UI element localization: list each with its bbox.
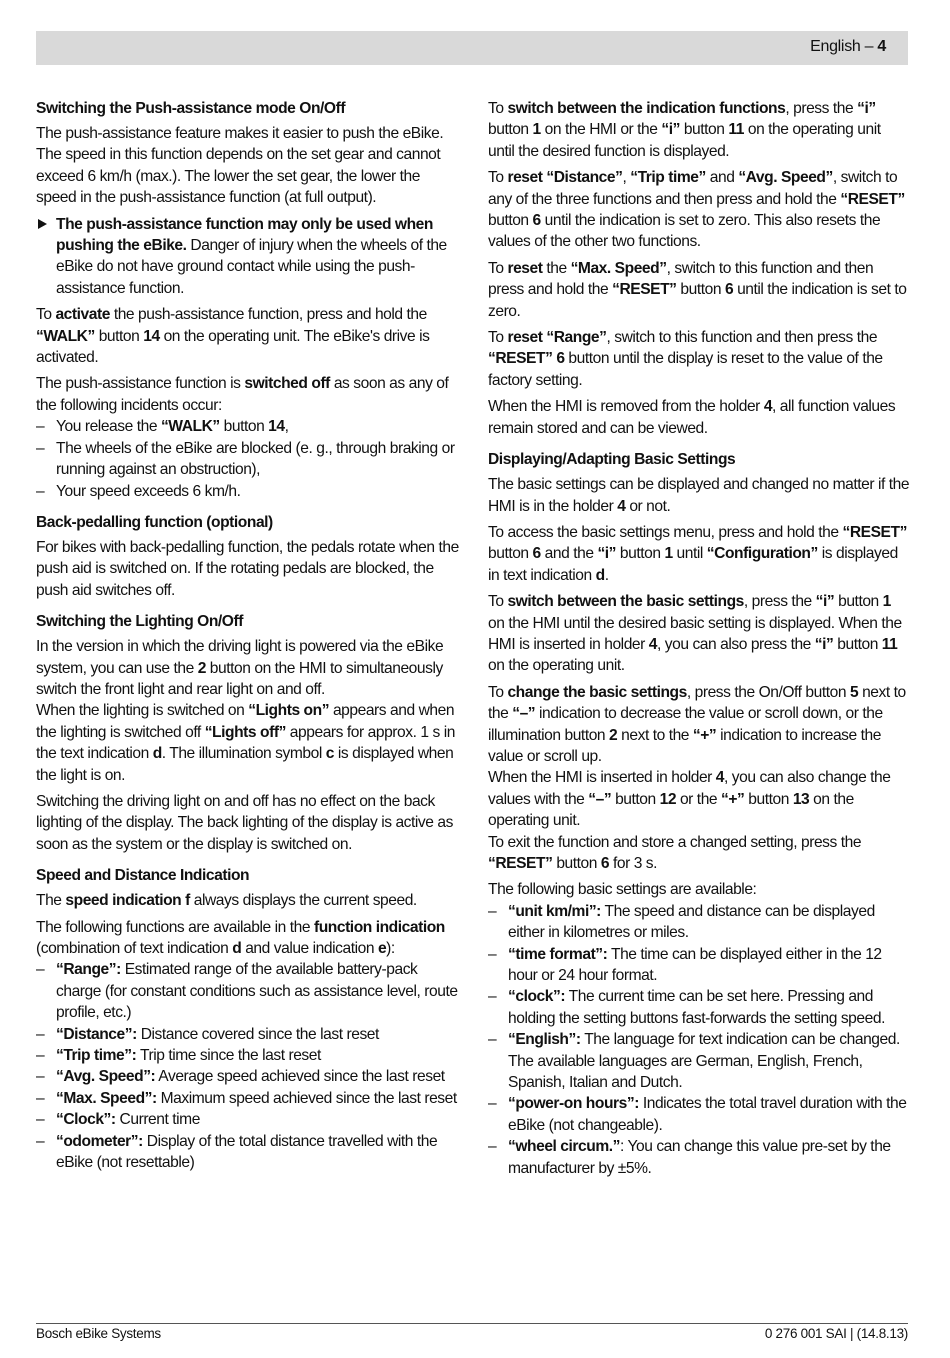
paragraph-functions (36, 917, 462, 960)
list-item (36, 438, 462, 481)
emphasis: e (377, 940, 387, 957)
settings-list (488, 901, 910, 1179)
paragraph-speed (36, 890, 462, 911)
page-number-label (810, 38, 886, 56)
emphasis: 11 (881, 635, 898, 653)
text: on the operating unit. (488, 657, 625, 675)
text: button (676, 281, 725, 299)
description: The current time can be set here. Pressing and holding the setting buttons fast-forwards the setting speed. (508, 988, 885, 1027)
text: appears and when the lighting is switched off (36, 702, 455, 741)
emphasis: “i” (597, 545, 617, 563)
term: “Range”: (56, 961, 121, 979)
text: is displayed when the light is on. (36, 745, 454, 784)
text: , switch to this function and then press the (606, 329, 878, 347)
term: “time format”: (508, 945, 608, 963)
paragraph-hmi-removed (488, 396, 910, 439)
list-item (36, 1045, 462, 1066)
text: To (488, 683, 508, 701)
emphasis: 14 (268, 418, 285, 436)
emphasis: “+” (692, 726, 717, 744)
page-header (36, 31, 908, 65)
emphasis: “–” (588, 790, 612, 808)
text: The push-assistance function is (36, 375, 245, 393)
dash-bullet: – (36, 482, 45, 500)
description: Trip time since the last reset (136, 1047, 321, 1065)
dash-bullet: – (36, 1132, 45, 1150)
dash-bullet: – (488, 1031, 497, 1049)
emphasis: “–” (512, 705, 536, 723)
emphasis: 14 (143, 327, 160, 345)
term: “Clock”: (56, 1111, 116, 1129)
text: To (488, 169, 508, 187)
text: is displayed in text indication (488, 545, 898, 584)
description: The time can be displayed either in the 12 hour or 24 hour format. (508, 945, 882, 985)
text: . (604, 566, 609, 584)
text: , all function values remain stored and can be viewed. (488, 398, 896, 437)
emphasis: “RESET” (488, 855, 553, 872)
paragraph-activate (36, 304, 462, 368)
emphasis: “RESET” (612, 281, 677, 299)
emphasis: “i” (815, 593, 835, 611)
list-item (36, 481, 462, 502)
text: button (552, 855, 601, 872)
paragraph-backlight: Switching the driving light on and off has no effect on the back lighting of the display. The back lighting of the display is active as soon as the system or the display is switched on. (36, 792, 453, 853)
text: When the lighting is switched on (36, 702, 249, 720)
text: (combination of text indication (36, 940, 233, 957)
emphasis: 12 (659, 790, 677, 808)
page-number: 4 (877, 38, 886, 55)
paragraph-lighting (36, 636, 462, 700)
emphasis: 13 (792, 790, 810, 808)
text: the push-assistance function, press and hold the (109, 306, 427, 324)
emphasis: “Avg. Speed” (738, 169, 833, 187)
text: or not. (625, 497, 671, 515)
text: To (36, 306, 56, 324)
emphasis: “i” (857, 100, 876, 117)
dash-bullet: – (36, 1047, 45, 1065)
text: and the (540, 545, 598, 563)
text: indication to decrease the value or scroll down, or the illumination button (488, 705, 883, 744)
paragraph-back-pedalling: For bikes with back-pedalling function, the pedals rotate when the push aid is switched on. If the rotating pedals are blocked, the push aid switches off. (36, 538, 459, 599)
text: button (833, 635, 882, 653)
dash-bullet: – (36, 1111, 45, 1129)
dash-bullet: – (488, 902, 497, 920)
text: for 3 s. (609, 855, 658, 872)
text: , press the (743, 593, 816, 611)
emphasis: 6 (532, 545, 541, 563)
text: and value indication (241, 940, 378, 957)
text: To (488, 259, 508, 277)
list-item (488, 1093, 910, 1136)
description: Average speed achieved since the last reset (155, 1068, 445, 1086)
term: “Avg. Speed”: (56, 1068, 156, 1086)
footer-publisher: Bosch eBike Systems (36, 1326, 161, 1341)
description: : You can change this value pre-set by the manufacturer by ±5%. (508, 1138, 891, 1177)
text: as soon as any of the following incidents occur: (36, 375, 449, 414)
text: the (542, 259, 571, 277)
list-item (488, 944, 910, 987)
text: , you can also change the values with the (488, 769, 891, 808)
text: and (705, 169, 739, 187)
dash-bullet: – (36, 961, 45, 979)
text: on the operating unit until the desired function is displayed. (488, 121, 881, 160)
warning-text: Danger of injury when the wheels of the eBike do not have ground contact while using the push-assistance function. (56, 237, 447, 297)
dash-bullet: – (488, 1095, 497, 1113)
paragraph-push-intro: The push-assistance feature makes it easier to push the eBike. The speed in this function depends on the set gear and cannot exceed 6 km/h (max.). The lower the set gear, the lower the speed in the push-assistance function (at full output). (36, 125, 444, 207)
paragraph-access-menu (488, 522, 910, 586)
list-item (36, 1066, 462, 1087)
emphasis: “RESET” (840, 190, 905, 208)
term: “Distance”: (56, 1025, 137, 1043)
text: To access the basic settings menu, press and hold the (488, 523, 843, 541)
heading-back-pedalling: Back-pedalling function (optional) (36, 513, 273, 531)
text: button (616, 545, 665, 563)
term: “Max. Speed”: (56, 1089, 157, 1107)
text: The basic settings can be displayed and changed no matter if the HMI is in the holder (488, 476, 910, 515)
text: The wheels of the eBike are blocked (e. g., through braking or running against an obstruction), (56, 439, 455, 479)
triangle-bullet-icon (38, 219, 47, 229)
dash-bullet: – (488, 945, 497, 963)
emphasis: reset (507, 259, 543, 277)
emphasis: d (152, 745, 162, 763)
emphasis: activate (55, 306, 110, 324)
emphasis: 6 (600, 855, 610, 872)
dash-bullet: – (36, 1089, 45, 1107)
text: indication to increase the value or scroll up. (488, 726, 881, 765)
text: button (488, 121, 533, 139)
text: When the HMI is inserted in holder (488, 769, 716, 787)
paragraph-basic-intro (488, 474, 910, 517)
description: The language for text indication can be changed. The available languages are German, English, French, Spanish, Italian and Dutch. (508, 1031, 900, 1092)
term: “power-on hours”: (508, 1095, 639, 1113)
paragraph-exit (488, 832, 910, 875)
dash-bullet: – (36, 1068, 45, 1086)
list-item (488, 986, 910, 1029)
emphasis: “Configuration” (706, 545, 818, 563)
emphasis: 4 (715, 769, 725, 787)
footer-divider (36, 1323, 908, 1324)
incident-list (36, 416, 462, 502)
text: appears for approx. 1 s in the text indication (36, 723, 455, 763)
text: , (622, 169, 631, 187)
left-column (36, 98, 462, 1178)
text: , switch to any of the three functions and then press and hold the (488, 169, 898, 208)
emphasis: 6 (724, 281, 734, 299)
emphasis: “WALK” (160, 418, 220, 436)
warning-bold: The push-assistance function may only be used when pushing the eBike. (56, 215, 433, 255)
text: next to the (488, 683, 906, 723)
text: , you can also press the (657, 635, 815, 653)
text: button until the display is reset to the value of the factory setting. (488, 350, 883, 389)
paragraph-change-basic (488, 682, 910, 768)
text: button (488, 212, 533, 230)
text: To (488, 100, 508, 117)
text: button (744, 790, 793, 808)
warning-note (36, 214, 462, 300)
text: button (219, 418, 269, 436)
paragraph-inserted-holder (488, 767, 910, 831)
emphasis: switch between the basic settings (507, 593, 744, 611)
list-item (36, 1131, 462, 1174)
emphasis: 2 (609, 726, 618, 744)
list-item (36, 959, 462, 1023)
heading-basic-settings: Displaying/Adapting Basic Settings (488, 451, 736, 469)
list-item (488, 1029, 910, 1093)
text: or the (676, 790, 722, 808)
list-item (36, 1088, 462, 1109)
list-item (488, 901, 910, 944)
language-label: English (810, 38, 861, 55)
text: To (488, 329, 508, 347)
text: To (488, 593, 508, 611)
text: , press the On/Off button (686, 683, 850, 701)
heading-lighting: Switching the Lighting On/Off (36, 613, 243, 631)
list-item (36, 1024, 462, 1045)
emphasis: “Trip time” (630, 169, 706, 187)
emphasis: 4 (763, 398, 773, 416)
text: on the operating unit. (488, 790, 854, 830)
text: on the operating unit. The eBike's drive is activated. (36, 327, 430, 367)
paragraph-reset-distance (488, 167, 910, 253)
description: Distance covered since the last reset (136, 1025, 379, 1043)
emphasis: “RESET” 6 (488, 350, 565, 368)
emphasis: 1 (532, 121, 541, 139)
description: The speed and distance can be displayed either in kilometres or miles. (508, 902, 875, 942)
text: until (672, 545, 707, 563)
right-column (488, 98, 910, 1184)
text: button on the HMI to simultaneously switch the front light and rear light on and off. (36, 659, 443, 698)
list-item (36, 1109, 462, 1130)
text: The (36, 892, 66, 910)
text: until the indication is set to zero. This also resets the values of the other two functions. (488, 212, 881, 251)
emphasis: 4 (648, 635, 658, 653)
text: button (488, 545, 533, 563)
text: When the HMI is removed from the holder (488, 398, 764, 416)
footer-doc-number: 0 276 001 SAI | (14.8.13) (764, 1326, 908, 1341)
term: “Trip time”: (56, 1047, 137, 1065)
emphasis: “Lights on” (248, 702, 330, 720)
emphasis: “i” (661, 121, 680, 139)
paragraph-switch-off (36, 373, 462, 416)
term: “odometer”: (56, 1132, 143, 1150)
term: “English”: (508, 1031, 581, 1049)
dash-bullet: – (36, 439, 45, 457)
header-separator: – (860, 38, 878, 55)
description: Estimated range of the available battery-pack charge (for constant conditions such as assistance level, route profile, etc.) (56, 961, 458, 1022)
emphasis: 11 (728, 121, 744, 139)
text: on the HMI until the desired basic setting is displayed. When the HMI is inserted in holder (488, 614, 902, 653)
emphasis: 1 (882, 593, 891, 611)
description: Maximum speed achieved since the last reset (156, 1089, 457, 1107)
dash-bullet: – (36, 418, 45, 436)
emphasis: speed indication f (65, 892, 190, 910)
heading-speed-distance: Speed and Distance Indication (36, 867, 250, 885)
dash-bullet: – (36, 1025, 45, 1043)
text: In the version in which the driving light is powered via the eBike system, you can use the (36, 638, 444, 677)
emphasis: switch between the indication functions (507, 100, 786, 117)
text: To exit the function and store a changed setting, press the (488, 833, 862, 851)
list-item (36, 416, 462, 437)
description: Indicates the total travel duration with the eBike (not changeable). (508, 1095, 907, 1134)
emphasis: switched off (244, 375, 330, 393)
emphasis: function indication (313, 918, 445, 936)
text: Your speed exceeds 6 km/h. (56, 482, 241, 500)
emphasis: “WALK” (36, 327, 95, 345)
emphasis: “+” (721, 790, 745, 808)
text: next to the (617, 726, 693, 744)
emphasis: d (232, 940, 242, 957)
paragraph-lighting-status (36, 700, 462, 786)
paragraph-switch-basic (488, 591, 910, 677)
term: “wheel circum.” (508, 1138, 620, 1156)
emphasis: “RESET” (842, 523, 907, 541)
emphasis: “i” (814, 635, 834, 653)
heading-push-assistance: Switching the Push-assistance mode On/Off (36, 100, 346, 117)
description: Display of the total distance travelled with the eBike (not resettable) (56, 1132, 438, 1172)
list-item (488, 1136, 910, 1179)
paragraph-reset-range (488, 327, 910, 391)
dash-bullet: – (488, 1138, 497, 1156)
emphasis: c (325, 745, 334, 763)
text: button (611, 790, 660, 808)
text: . The illumination symbol (161, 745, 326, 763)
text: button (94, 327, 144, 345)
description: Current time (115, 1111, 200, 1129)
emphasis: 1 (664, 545, 673, 563)
term: “unit km/mi”: (508, 902, 601, 920)
text: on the HMI or the (540, 121, 662, 139)
term: “clock”: (508, 988, 566, 1006)
emphasis: “Lights off” (204, 723, 286, 741)
emphasis: “Max. Speed” (570, 259, 667, 277)
text: ): (386, 940, 395, 957)
text: You release the (56, 418, 161, 436)
emphasis: 4 (617, 497, 626, 515)
text: , (284, 418, 289, 436)
function-list (36, 959, 462, 1173)
paragraph-reset-max-speed (488, 258, 910, 322)
dash-bullet: – (488, 988, 497, 1006)
text: The following functions are available in the (36, 918, 314, 936)
emphasis: 5 (849, 683, 859, 701)
emphasis: d (595, 566, 605, 584)
text: always displays the current speed. (189, 892, 417, 910)
text: button (679, 121, 729, 139)
emphasis: reset “Range” (507, 329, 607, 347)
text: , switch to this function and then press and hold the (488, 259, 874, 299)
emphasis: 6 (532, 212, 541, 230)
emphasis: reset “Distance” (507, 169, 623, 187)
text: button (834, 593, 883, 611)
emphasis: 2 (197, 659, 206, 677)
paragraph-available: The following basic settings are available: (488, 881, 757, 899)
text: until the indication is set to zero. (488, 281, 907, 320)
paragraph-switch-functions (488, 98, 910, 162)
text: , press the (785, 100, 858, 117)
emphasis: change the basic settings (507, 683, 687, 701)
